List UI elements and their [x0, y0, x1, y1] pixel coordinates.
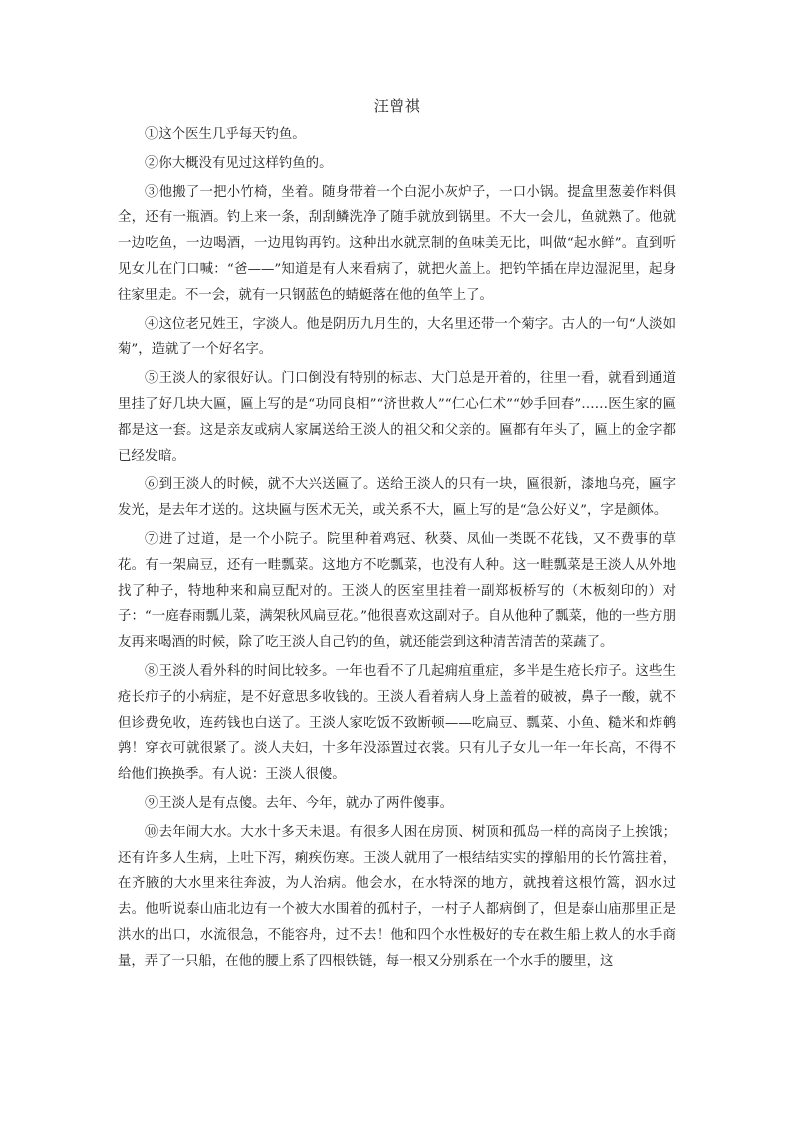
paragraph-9: ⑨王淡人是有点傻。去年、今年，就办了两件傻事。 [145, 795, 453, 811]
paragraph-2: ②你大概没有见过这样钓鱼的。 [145, 155, 333, 171]
paragraph-8: ⑧王淡人看外科的时间比较多。一年也看不了几起痈疽重症，多半是生疮长疖子。这些生疮长疖子的小病症，是不好意思多收钱的。王淡人看着病人身上盖着的破被，鼻子一酸，就不但诊费免收，连药钱也白送了。王淡人家吃饭不致断顿——吃扁豆、瓢菜、小鱼、糙米和炸鹌鹑！穿衣可就很紧了。淡人夫妇，十多年没添置过衣裳。只有儿子女儿一年一年长高，不得不给他们换换季。有人说：王淡人很傻。 [118, 663, 676, 783]
paragraph-1: ①这个医生几乎每天钓鱼。 [145, 127, 306, 142]
paragraph-6: ⑥到王淡人的时候，就不大兴送匾了。送给王淡人的只有一块，匾很新，漆地乌亮，匾字发光，是去年才送的。这块匾与医术无关，或关系不大，匾上写的是“急公好义”，字是颜体。 [118, 477, 676, 519]
paragraph-4: ④这位老兄姓王，字淡人。他是阴历九月生的，大名里还带一个菊字。古人的一句“人淡如菊”，造就了一个好名字。 [118, 316, 676, 358]
author-name: 汪曾祺 [373, 97, 421, 115]
paragraph-3: ③他搬了一把小竹椅，坐着。随身带着一个白泥小灰炉子，一口小锅。提盒里葱姜作料俱全，还有一瓶酒。钓上来一条，刮刮鳞洗净了随手就放到锅里。不大一会儿，鱼就熟了。他就一边吃鱼，一边喝酒，一边甩钩再钓。这种出水就烹制的鱼味美无比，叫做“起水鲜”。直到听见女儿在门口喊：“爸——”知道是有人来看病了，就把火盖上。把钓竿插在岸边湿泥里，起身往家里走。不一会，就有一只钢蓝色的蜻蜓落在他的鱼竿上了。 [118, 184, 676, 303]
paragraph-5: ⑤王淡人的家很好认。门口倒没有特别的标志、大门总是开着的，往里一看，就看到通道里挂了好几块大匾，匾上写的是“功同良相”“济世救人”“仁心仁术”“妙手回春”……医生家的匾都是这一套。这是亲友或病人家属送给王淡人的祖父和父亲的。匾都有年头了，匾上的金字都已经发暗。 [118, 371, 676, 464]
paragraph-10: ⑩去年闹大水。大水十多天未退。有很多人困在房顶、树顶和孤岛一样的高岗子上挨饿；还有许多人生病，上吐下泻，痢疾伤寒。王淡人就用了一根结结实实的撑船用的长竹篙拄着，在齐腋的大水里来往奔波，为人治病。他会水，在水特深的地方，就拽着这根竹篙，泅水过去。他听说泰山庙北边有一个被大水围着的孤村子，一村子人都病倒了，但是泰山庙那里正是洪水的出口，水流很急，不能容舟，过不去！他和四个水性极好的专在救生船上救人的水手商量，弄了一只船，在他的腰上系了四根铁链，每一根又分别系在一个水手的腰里，这 [118, 824, 676, 969]
paragraph-7: ⑦进了过道，是一个小院子。院里种着鸡冠、秋葵、凤仙一类既不花钱，又不费事的草花。有一架扁豆，还有一畦瓢菜。这地方不吃瓢菜，也没有人种。这一畦瓢菜是王淡人从外地找了种子，特地种来和扁豆配对的。王淡人的医室里挂着一副郑板桥写的（木板刻印的）对子：“一庭春雨瓢儿菜，满架秋风扁豆花。”他很喜欢这副对子。自从他种了瓢菜，他的一些方朋友再来喝酒的时候，除了吃王淡人自己钓的鱼，就还能尝到这种清苦清苦的菜蔬了。 [118, 531, 676, 651]
